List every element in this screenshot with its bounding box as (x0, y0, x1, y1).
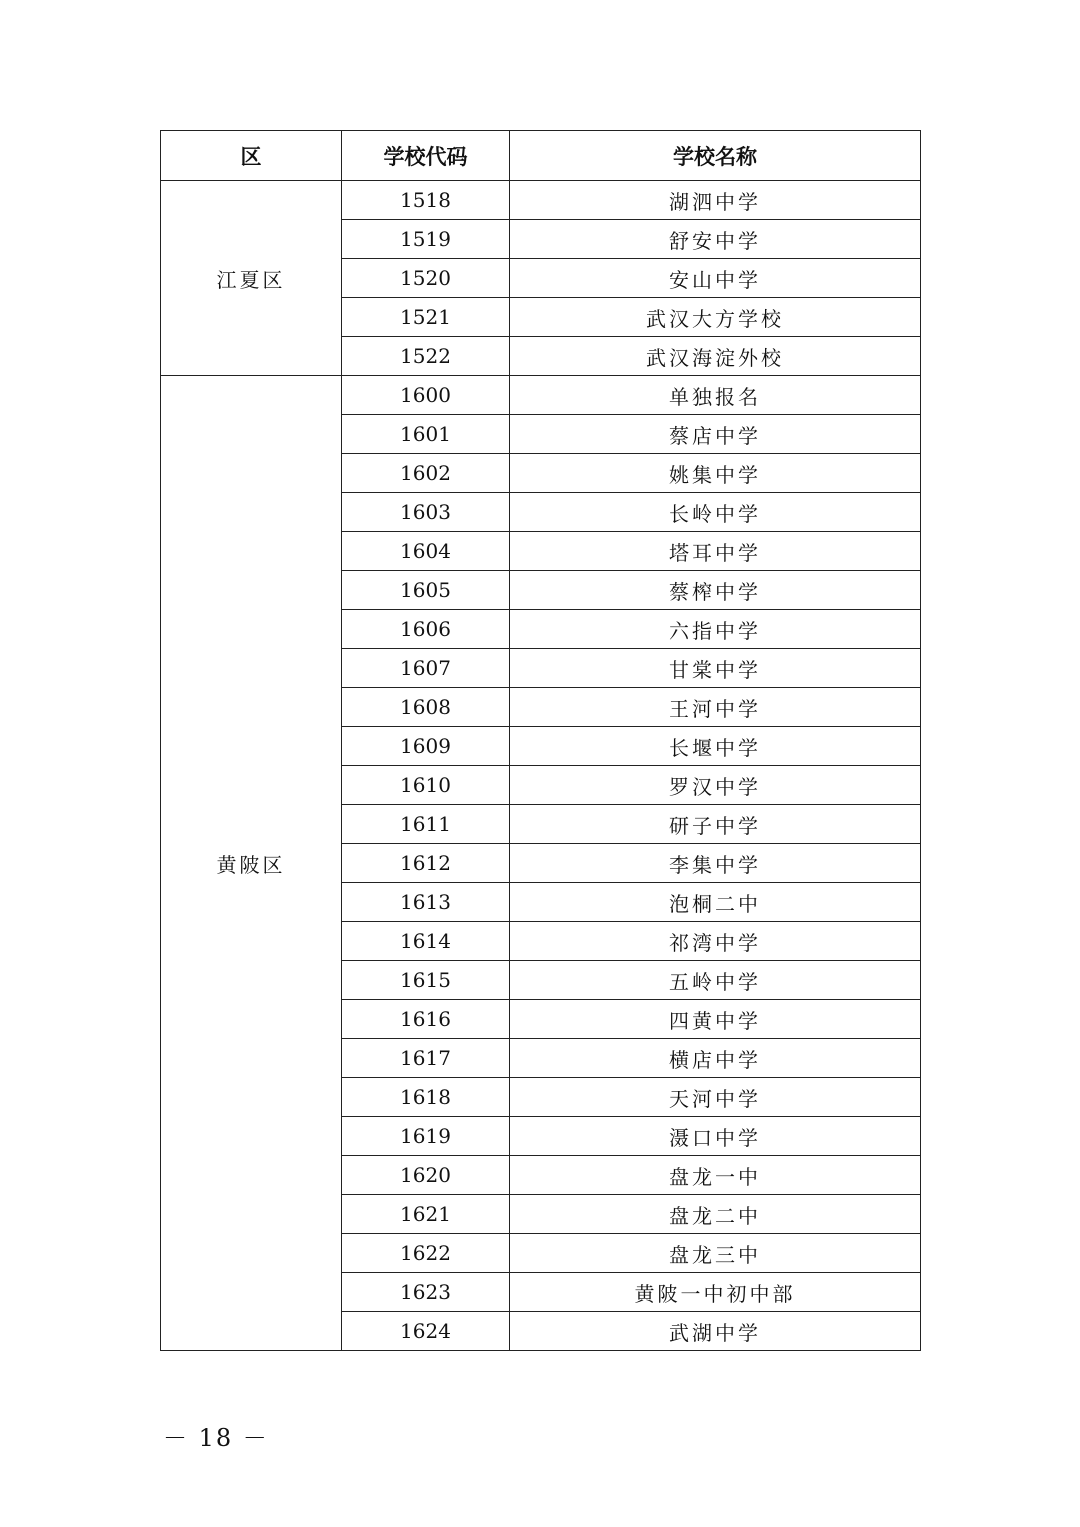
school-code-cell: 1610 (342, 766, 510, 805)
school-code-cell: 1618 (342, 1078, 510, 1117)
header-school-code: 学校代码 (342, 131, 510, 181)
school-code-cell: 1600 (342, 376, 510, 415)
school-code-cell: 1611 (342, 805, 510, 844)
school-code-cell: 1617 (342, 1039, 510, 1078)
school-code-cell: 1621 (342, 1195, 510, 1234)
table-row (161, 181, 921, 220)
school-name-cell: 湖泗中学 (510, 181, 921, 220)
school-name-cell: 罗汉中学 (510, 766, 921, 805)
district-cell: 黄陂区 (161, 376, 342, 1351)
school-code-cell: 1606 (342, 610, 510, 649)
school-name-cell: 甘棠中学 (510, 649, 921, 688)
school-code-cell: 1616 (342, 1000, 510, 1039)
school-name-cell: 长堰中学 (510, 727, 921, 766)
school-name-cell: 横店中学 (510, 1039, 921, 1078)
school-name-cell: 滠口中学 (510, 1117, 921, 1156)
school-code-cell: 1604 (342, 532, 510, 571)
school-name-cell: 黄陂一中初中部 (510, 1273, 921, 1312)
school-name-cell: 姚集中学 (510, 454, 921, 493)
school-code-cell: 1603 (342, 493, 510, 532)
school-name-cell: 天河中学 (510, 1078, 921, 1117)
school-name-cell: 研子中学 (510, 805, 921, 844)
school-code-cell: 1612 (342, 844, 510, 883)
school-name-cell: 单独报名 (510, 376, 921, 415)
school-name-cell: 武汉大方学校 (510, 298, 921, 337)
school-code-cell: 1520 (342, 259, 510, 298)
school-code-cell: 1619 (342, 1117, 510, 1156)
school-name-cell: 舒安中学 (510, 220, 921, 259)
school-code-cell: 1519 (342, 220, 510, 259)
school-code-cell: 1623 (342, 1273, 510, 1312)
school-code-cell: 1521 (342, 298, 510, 337)
school-name-cell: 盘龙一中 (510, 1156, 921, 1195)
school-name-cell: 长岭中学 (510, 493, 921, 532)
school-name-cell: 塔耳中学 (510, 532, 921, 571)
header-school-name: 学校名称 (510, 131, 921, 181)
school-code-cell: 1624 (342, 1312, 510, 1351)
school-name-cell: 武湖中学 (510, 1312, 921, 1351)
school-name-cell: 盘龙二中 (510, 1195, 921, 1234)
school-code-cell: 1608 (342, 688, 510, 727)
school-name-cell: 蔡榨中学 (510, 571, 921, 610)
school-code-cell: 1622 (342, 1234, 510, 1273)
table-body (161, 181, 921, 1351)
school-name-cell: 祁湾中学 (510, 922, 921, 961)
school-name-cell: 安山中学 (510, 259, 921, 298)
school-name-cell: 盘龙三中 (510, 1234, 921, 1273)
school-code-cell: 1614 (342, 922, 510, 961)
school-code-cell: 1518 (342, 181, 510, 220)
school-name-cell: 四黄中学 (510, 1000, 921, 1039)
school-name-cell: 六指中学 (510, 610, 921, 649)
school-code-cell: 1602 (342, 454, 510, 493)
school-code-cell: 1601 (342, 415, 510, 454)
school-name-cell: 武汉海淀外校 (510, 337, 921, 376)
school-code-cell: 1613 (342, 883, 510, 922)
school-code-table (160, 130, 921, 1351)
school-code-cell: 1607 (342, 649, 510, 688)
header-district: 区 (161, 131, 342, 181)
school-name-cell: 蔡店中学 (510, 415, 921, 454)
school-code-cell: 1522 (342, 337, 510, 376)
school-name-cell: 泡桐二中 (510, 883, 921, 922)
school-code-cell: 1620 (342, 1156, 510, 1195)
table-header-row (161, 131, 921, 181)
table-row (161, 376, 921, 415)
school-code-cell: 1605 (342, 571, 510, 610)
school-code-cell: 1615 (342, 961, 510, 1000)
school-name-cell: 五岭中学 (510, 961, 921, 1000)
district-cell: 江夏区 (161, 181, 342, 376)
school-name-cell: 李集中学 (510, 844, 921, 883)
school-code-cell: 1609 (342, 727, 510, 766)
school-name-cell: 王河中学 (510, 688, 921, 727)
page-number: － 18 － (163, 1424, 269, 1452)
